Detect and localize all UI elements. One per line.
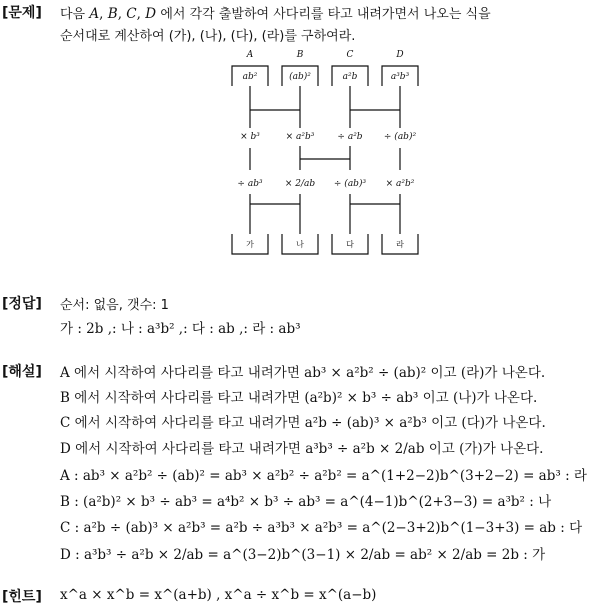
answer-line-1: 순서: 없음, 갯수: 1 (60, 298, 169, 313)
ladder-result-ra: 라 (396, 240, 404, 249)
ladder-op-row1-c: ÷ a²b (337, 132, 363, 142)
ladder-result-ga: 가 (246, 240, 254, 249)
explanation-line-8: D : a³b³ ÷ a²b × 2/ab = a^(3−2)b^(3−1) × 2/ab = ab² × 2/ab = 2b : 가 (60, 547, 546, 563)
problem-label: [문제] (2, 5, 42, 21)
ladder-start-c: a²b (342, 72, 358, 82)
answer-label: [정답] (2, 296, 42, 312)
ladder-op-row1-d: ÷ (ab)² (383, 132, 417, 142)
ladder-result-da: 다 (346, 240, 354, 249)
problem-line-1: 다음 A, B, C, D 에서 각각 출발하여 사다리를 타고 내려가면서 나오는 식을 (60, 6, 491, 22)
ladder-top-label-d: D (396, 50, 404, 60)
ladder-op-row2-a: ÷ ab³ (237, 179, 263, 189)
ladder-result-na: 나 (296, 240, 304, 249)
answer-line-2: 가 : 2b ,: 나 : a³b² ,: 다 : ab ,: 라 : ab³ (60, 321, 301, 337)
explanation-line-5: A : ab³ × a²b² ÷ (ab)² = ab³ × a²b² ÷ a²b² = a^(1+2−2)b^(3+2−2) = ab³ : 라 (60, 468, 587, 484)
explanation-line-4: D 에서 시작하여 사다리를 타고 내려가면 a³b³ ÷ a²b × 2/ab 이고 (가)가 나온다. (60, 441, 544, 457)
ladder-top-label-c: C (346, 50, 354, 60)
explanation-line-6: B : (a²b)² × b³ ÷ ab³ = a⁴b² × b³ ÷ ab³ = a^(4−1)b^(2+3−3) = a³b² : 나 (60, 494, 552, 510)
ladder-top-label-b: B (296, 50, 304, 60)
explanation-line-1: A 에서 시작하여 사다리를 타고 내려가면 ab³ × a²b² ÷ (ab)² 이고 (라)가 나온다. (60, 365, 546, 381)
explanation-line-2: B 에서 시작하여 사다리를 타고 내려가면 (a²b)² × b³ ÷ ab³ 이고 (나)가 나온다. (60, 390, 538, 406)
hint-line: x^a × x^b = x^(a+b) , x^a ÷ x^b = x^(a−b) (60, 587, 377, 603)
ladder-op-row2-d: × a²b² (385, 179, 415, 189)
ladder-op-row2-c: ÷ (ab)³ (333, 179, 367, 189)
explanation-line-3: C 에서 시작하여 사다리를 타고 내려가면 a²b ÷ (ab)³ × a²b³ 이고 (다)가 나온다. (60, 415, 546, 431)
hint-label: [힌트] (2, 589, 42, 605)
problem-line-2: 순서대로 계산하여 (가), (나), (다), (라)를 구하여라. (60, 29, 356, 44)
explanation-line-7: C : a²b ÷ (ab)³ × a²b³ = a²b ÷ a³b³ × a²b³ = a^(2−3+2)b^(1−3+3) = ab : 다 (60, 520, 583, 536)
ladder-op-row1-b: × a²b³ (285, 132, 315, 142)
ladder-op-row2-b: × 2/ab (284, 179, 316, 189)
ladder-op-row1-a: × b³ (240, 132, 260, 142)
ladder-start-d: a³b³ (390, 72, 410, 82)
explanation-label: [해설] (2, 364, 42, 380)
ladder-start-a: ab² (242, 72, 258, 82)
ladder-start-b: (ab)² (289, 72, 311, 82)
ladder-top-label-a: A (246, 50, 254, 60)
ladder-diagram (228, 46, 428, 256)
